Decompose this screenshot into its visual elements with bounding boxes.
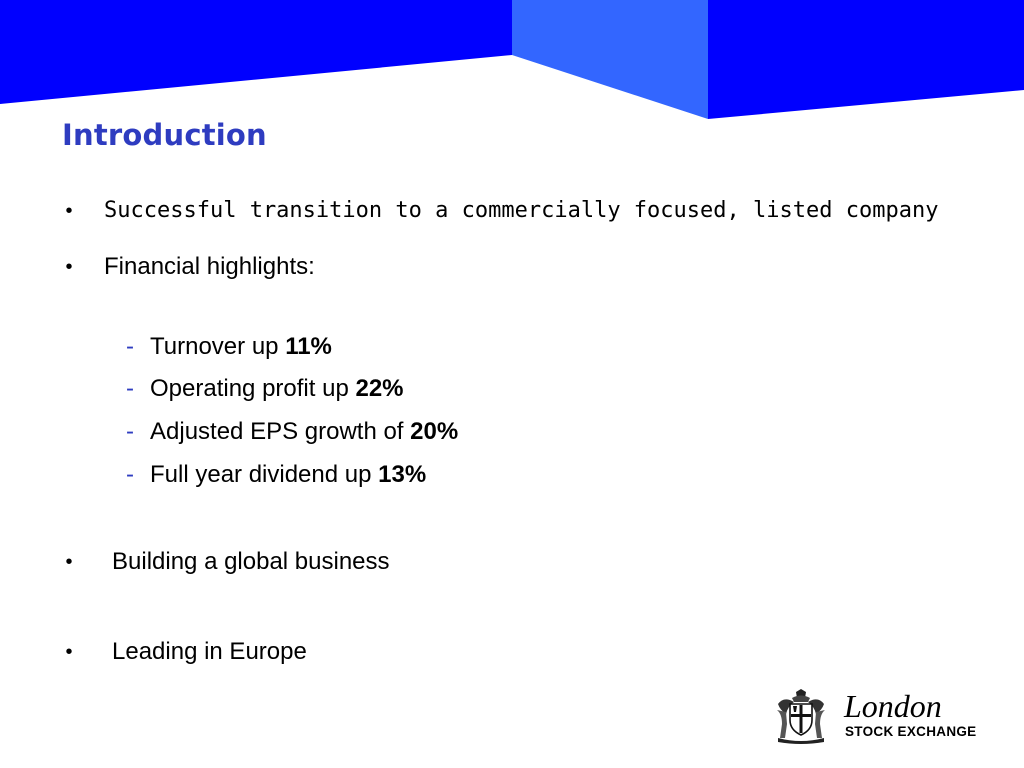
highlight-value: 11% [285, 333, 332, 360]
bullet-text: Successful transition to a commercially focused, listed company [104, 198, 939, 223]
bullet-marker: • [65, 200, 73, 222]
bullet-text: Financial highlights: [104, 253, 315, 280]
dash-marker: - [126, 418, 134, 445]
highlight-item-dividend [126, 460, 426, 490]
dash-marker: - [126, 375, 134, 402]
highlight-label: Adjusted EPS growth of [150, 418, 404, 445]
header-shape-middle [512, 0, 708, 119]
logo-subtitle: STOCK EXCHANGE [845, 724, 977, 739]
highlight-value: 13% [378, 461, 427, 488]
highlight-item-operating-profit [126, 374, 404, 404]
bullet-marker: • [65, 256, 73, 278]
dash-marker: - [126, 333, 134, 360]
highlight-label: Turnover up [150, 333, 279, 360]
bullet-marker: • [65, 641, 73, 663]
highlight-value: 20% [410, 418, 459, 445]
bullet-marker: • [65, 551, 73, 573]
slide-title: Introduction [62, 118, 267, 152]
header-band [0, 0, 1024, 130]
bullet-text: Building a global business [112, 548, 390, 575]
header-shape-left [0, 0, 512, 104]
highlight-label: Operating profit up [150, 375, 349, 402]
header-shape-right [708, 0, 1024, 119]
logo-name: London [844, 688, 942, 724]
bullet-text: Leading in Europe [112, 638, 307, 665]
highlight-item-turnover [126, 332, 332, 362]
highlight-value: 22% [355, 375, 404, 402]
coat-of-arms-icon [774, 688, 828, 744]
highlight-item-eps [126, 417, 458, 447]
london-stock-exchange-logo [774, 688, 996, 744]
dash-marker: - [126, 461, 134, 488]
highlight-label: Full year dividend up [150, 461, 372, 488]
